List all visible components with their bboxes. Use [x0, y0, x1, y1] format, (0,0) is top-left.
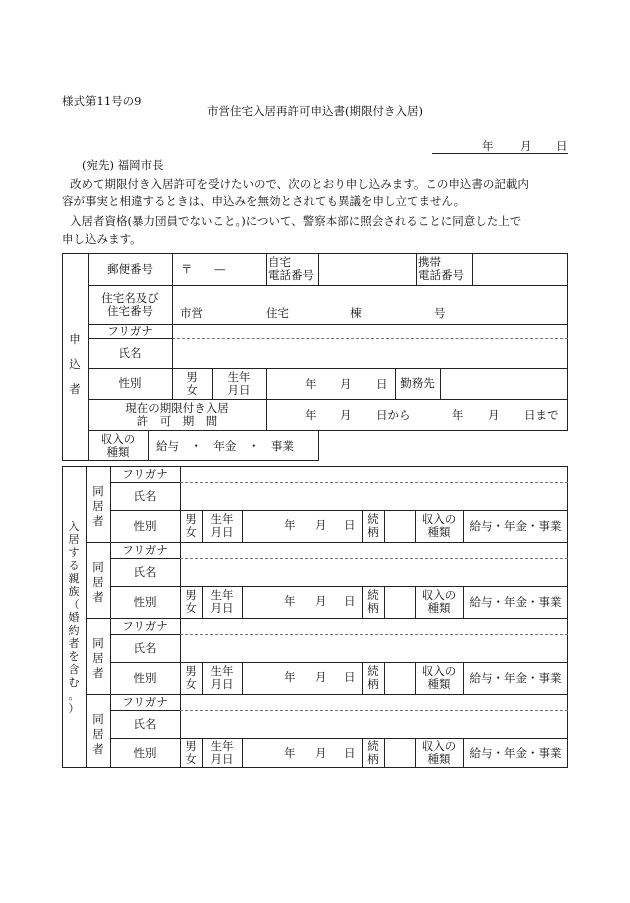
- address-building: 棟: [350, 306, 362, 320]
- member-name-label: 氏名: [133, 640, 157, 655]
- period-to-month: 月: [488, 408, 500, 422]
- member-gender-label: 性別: [133, 670, 157, 685]
- member-gender-label: 性別: [133, 518, 157, 533]
- address-number: 号: [434, 306, 446, 320]
- income-type-label: 収入の 種類: [100, 431, 136, 459]
- member-birth-year: 年: [284, 594, 296, 608]
- member-label: 同 居 者: [92, 712, 104, 756]
- birth-month-label: 月: [340, 377, 352, 391]
- member-name-field[interactable]: [181, 558, 568, 586]
- gender-options[interactable]: 男 女: [186, 369, 198, 397]
- gender-label: 性別: [118, 376, 142, 390]
- family-section-label: 入 居 す る 親 族 （ 婚 約 者 を 含 む 。 ）: [68, 520, 80, 715]
- member-gender-label: 性別: [133, 594, 157, 609]
- member-relation-field[interactable]: [385, 586, 415, 618]
- member-birth-label: 生年 月日: [210, 664, 234, 691]
- member-birth-year: 年: [284, 746, 296, 760]
- mobile-tel-field[interactable]: [473, 253, 568, 285]
- name-label: 氏名: [118, 345, 142, 360]
- name-field[interactable]: [173, 338, 568, 368]
- postal-dash: —: [214, 262, 226, 276]
- home-tel-field[interactable]: [319, 253, 416, 285]
- member-label: 同 居 者: [92, 560, 104, 604]
- form-title: 市営住宅入居再許可申込書(期限付き入居): [207, 104, 423, 118]
- member-relation-label: 続 柄: [367, 664, 379, 691]
- member-income-label: 収入の 種類: [421, 512, 457, 539]
- member-birth-label: 生年 月日: [210, 512, 234, 539]
- member-furigana-field[interactable]: [181, 542, 568, 558]
- member-birth-month: 月: [315, 746, 327, 760]
- member-birth-day: 日: [344, 594, 356, 608]
- postal-code-field[interactable]: [173, 253, 266, 285]
- member-gender-options[interactable]: 男 女: [185, 588, 197, 615]
- member-gender-label: 性別: [133, 745, 157, 760]
- member-birth-month: 月: [315, 518, 327, 532]
- member-relation-label: 続 柄: [367, 739, 379, 766]
- postal-mark: 〒: [181, 262, 193, 276]
- income-options[interactable]: 給与 ・ 年金 ・ 事業: [156, 439, 294, 453]
- member-relation-label: 続 柄: [367, 588, 379, 615]
- member-income-options[interactable]: 給与・年金・事業: [469, 745, 562, 760]
- member-income-label: 収入の 種類: [421, 664, 457, 691]
- period-from-day: 日から: [376, 408, 411, 422]
- address-house: 住宅: [266, 306, 289, 320]
- intro-line-2: 容が事実と相違するときは、申込みを無効とされても異議を申し立てません。: [62, 194, 466, 208]
- period-from-month: 月: [340, 408, 352, 422]
- member-name-field[interactable]: [181, 710, 568, 738]
- member-gender-options[interactable]: 男 女: [185, 739, 197, 766]
- period-to-day: 日まで: [524, 408, 559, 422]
- member-relation-label: 続 柄: [367, 512, 379, 539]
- member-income-options[interactable]: 給与・年金・事業: [469, 594, 562, 609]
- member-birth-label: 生年 月日: [210, 739, 234, 766]
- member-gender-options[interactable]: 男 女: [185, 512, 197, 539]
- member-label: 同 居 者: [92, 636, 104, 680]
- member-birth-year: 年: [284, 518, 296, 532]
- member-birth-day: 日: [344, 746, 356, 760]
- member-relation-field[interactable]: [385, 510, 415, 542]
- member-furigana-label: フリガナ: [122, 542, 168, 557]
- member-name-label: 氏名: [133, 488, 157, 503]
- addressee: (宛先) 福岡市長: [82, 158, 164, 172]
- date-month-label: 月: [520, 139, 532, 153]
- member-furigana-field[interactable]: [181, 618, 568, 634]
- date-underline: [432, 153, 568, 154]
- member-furigana-label: フリガナ: [122, 618, 168, 633]
- mobile-tel-label: 携帯 電話番号: [418, 255, 464, 282]
- workplace-field[interactable]: [441, 368, 568, 399]
- member-relation-field[interactable]: [385, 662, 415, 694]
- member-birth-day: 日: [344, 518, 356, 532]
- date-year-label: 年: [482, 139, 494, 153]
- member-gender-options[interactable]: 男 女: [185, 664, 197, 691]
- period-from-year: 年: [305, 408, 317, 422]
- furigana-label: フリガナ: [107, 323, 153, 338]
- member-birth-year: 年: [284, 670, 296, 684]
- address-city: 市営: [180, 306, 203, 320]
- form-number: 様式第11号の9: [62, 94, 142, 108]
- member-income-label: 収入の 種類: [421, 739, 457, 766]
- member-income-options[interactable]: 給与・年金・事業: [469, 670, 562, 685]
- member-furigana-field[interactable]: [181, 466, 568, 482]
- date-day-label: 日: [556, 139, 568, 153]
- postal-code-label: 郵便番号: [107, 261, 153, 276]
- member-name-label: 氏名: [133, 564, 157, 579]
- member-label: 同 居 者: [92, 484, 104, 528]
- member-income-label: 収入の 種類: [421, 588, 457, 615]
- birth-label: 生年 月日: [227, 369, 251, 397]
- period-to-year: 年: [452, 408, 464, 422]
- member-birth-month: 月: [315, 594, 327, 608]
- consent-line-2: 申し込みます。: [62, 232, 142, 246]
- applicant-section-label: 申 込 者: [69, 332, 81, 396]
- consent-line-1: 入居者資格(暴力団員でないこと。)について、警察本部に照会されることに同意した上で: [70, 214, 522, 228]
- member-name-field[interactable]: [181, 634, 568, 662]
- member-furigana-label: フリガナ: [122, 466, 168, 481]
- birth-day-label: 日: [376, 377, 388, 391]
- member-birth-day: 日: [344, 670, 356, 684]
- home-tel-label: 自宅 電話番号: [268, 255, 314, 282]
- member-furigana-label: フリガナ: [122, 694, 168, 709]
- member-birth-label: 生年 月日: [210, 588, 234, 615]
- furigana-field[interactable]: [173, 324, 568, 338]
- member-relation-field[interactable]: [385, 738, 415, 768]
- birth-year-label: 年: [305, 377, 317, 391]
- intro-line-1: 改めて期限付き入居許可を受けたいので、次のとおり申し込みます。この申込書の記載内: [70, 177, 529, 191]
- member-income-options[interactable]: 給与・年金・事業: [469, 518, 562, 533]
- member-name-field[interactable]: [181, 482, 568, 510]
- member-furigana-field[interactable]: [181, 694, 568, 710]
- workplace-label: 勤務先: [400, 376, 435, 390]
- member-birth-month: 月: [315, 670, 327, 684]
- member-name-label: 氏名: [133, 716, 157, 731]
- permit-period-label: 現在の期限付き入居 許 可 期 間: [125, 400, 229, 428]
- address-label: 住宅名及び 住宅番号: [101, 290, 159, 318]
